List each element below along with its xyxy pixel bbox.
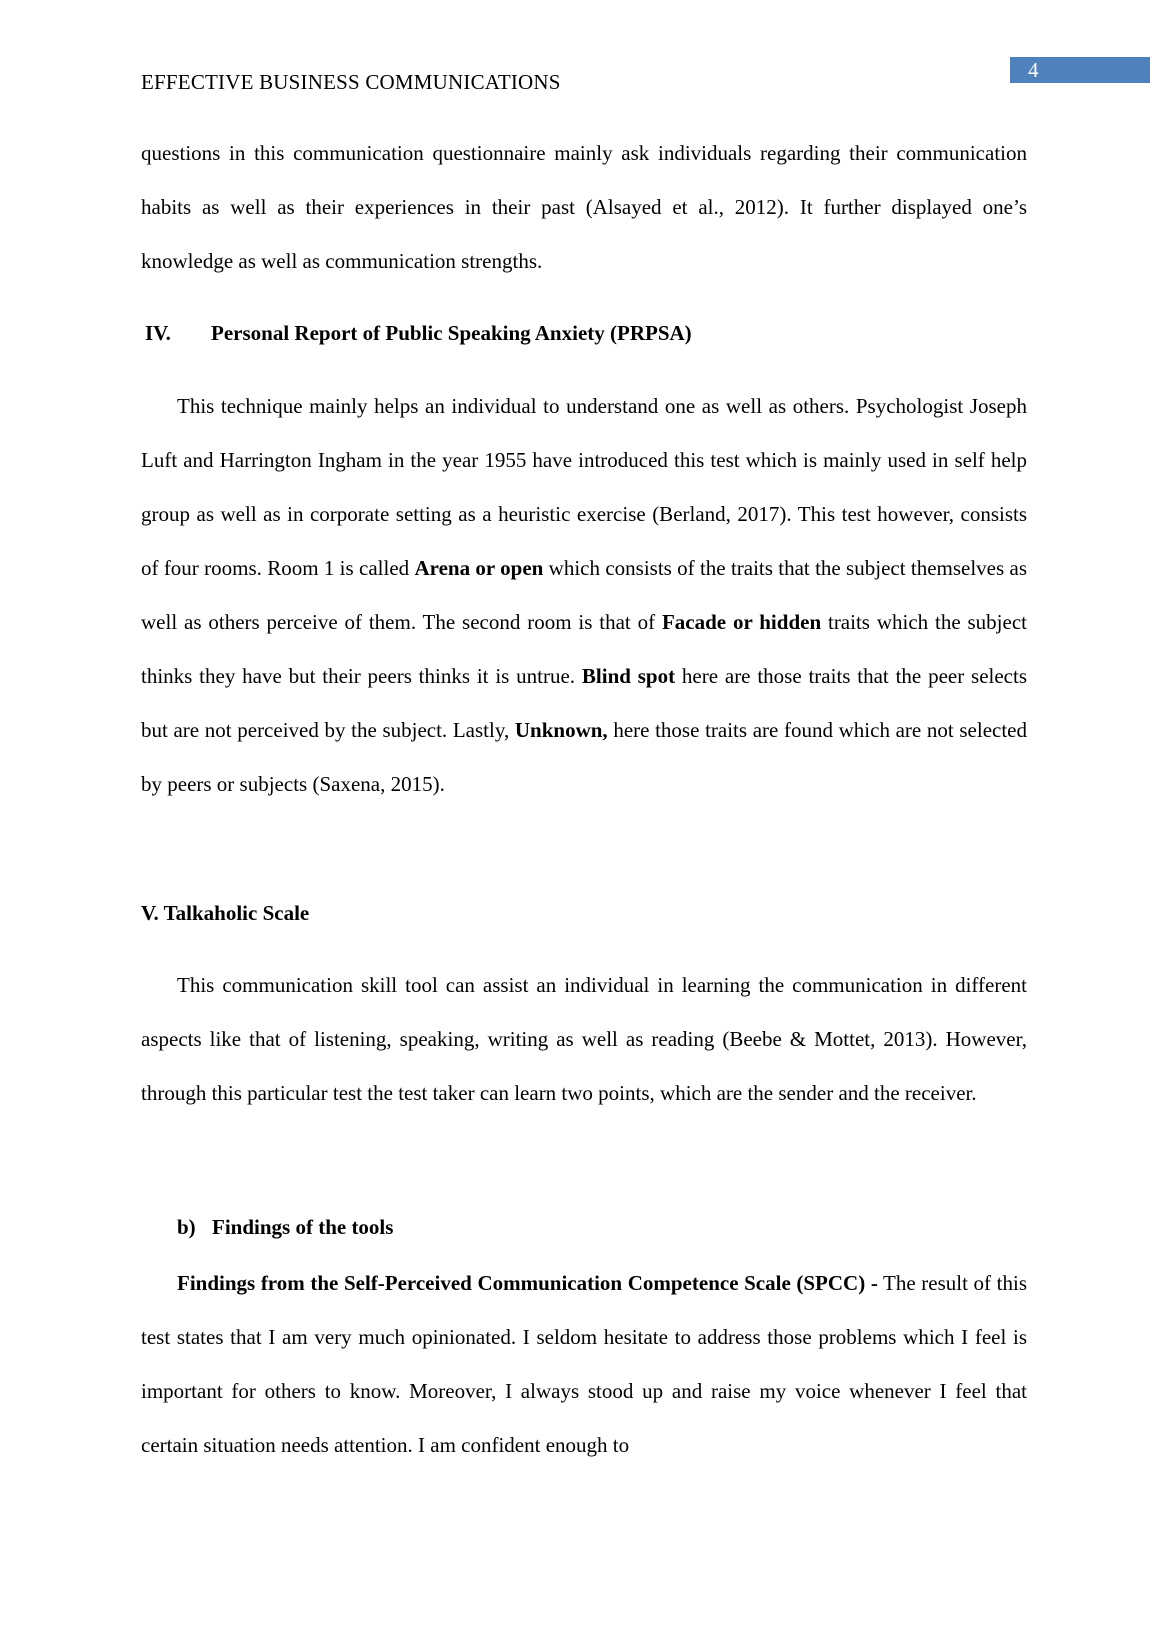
- subsection-title: Findings of the tools: [212, 1215, 394, 1239]
- text-run: here those traits are found which are not selected by peers or subjects (Saxena, 2015).: [141, 718, 1027, 796]
- section-heading-talkaholic: V. Talkaholic Scale: [141, 901, 310, 925]
- subsection-heading-findings: [177, 1212, 393, 1242]
- paragraph-questionnaire: questions in this communication questionnaire mainly ask individuals regarding their communication habits as well as their experiences in their past (Alsayed et al., 2012). It further displayed one’s knowledge as well as communication strengths.: [141, 141, 1027, 273]
- subsection-number: b): [177, 1215, 196, 1239]
- paragraph-talkaholic: This communication skill tool can assist an individual in learning the communication in different aspects like that of listening, speaking, writing as well as reading (Beebe & Mottet, 2013). However, through this particular test the test taker can learn two points, which are the sender and the receiver.: [141, 973, 1027, 1105]
- page-number: 4: [1028, 58, 1039, 82]
- text-run: traits which the subject thinks they have but their peers thinks it is untrue.: [141, 610, 1027, 688]
- text-run: here are those traits that the peer selects but are not perceived by the subject. Lastly,: [141, 664, 1027, 742]
- text-run: The result of this test states that I am very much opinionated. I seldom hesitate to address those problems which I feel is important for others to know. Moreover, I always stood up and raise my voice whenever I feel that certain situation needs attention. I am confident enough to: [141, 1271, 1027, 1457]
- term-unknown: Unknown,: [514, 718, 608, 742]
- term-arena: Arena or open: [414, 556, 544, 580]
- findings-lead: Findings from the Self-Perceived Communication Competence Scale (SPCC) -: [177, 1271, 878, 1295]
- running-head: EFFECTIVE BUSINESS COMMUNICATIONS: [141, 70, 561, 94]
- term-facade: Facade or hidden: [661, 610, 822, 634]
- term-blind-spot: Blind spot: [581, 664, 676, 688]
- paragraph-johari-technique: [141, 379, 1027, 811]
- page-number-badge: [1010, 57, 1150, 83]
- section-heading-prpsa: [145, 318, 692, 348]
- paragraph-spcc-findings: [141, 1256, 1027, 1472]
- text-run: This technique mainly helps an individual to understand one as well as others. Psychologist Joseph Luft and Harrington Ingham in the year 1955 have introduced this test which is mainly used in self help group as well as in corporate setting as a heuristic exercise (Berland, 2017). This test however, consists of four rooms. Room 1 is called: [141, 394, 1027, 580]
- section-title: Personal Report of Public Speaking Anxiety (PRPSA): [211, 321, 692, 345]
- section-number: IV.: [145, 321, 171, 345]
- text-run: which consists of the traits that the subject themselves as well as others perceive of them. The second room is that of: [141, 556, 1027, 634]
